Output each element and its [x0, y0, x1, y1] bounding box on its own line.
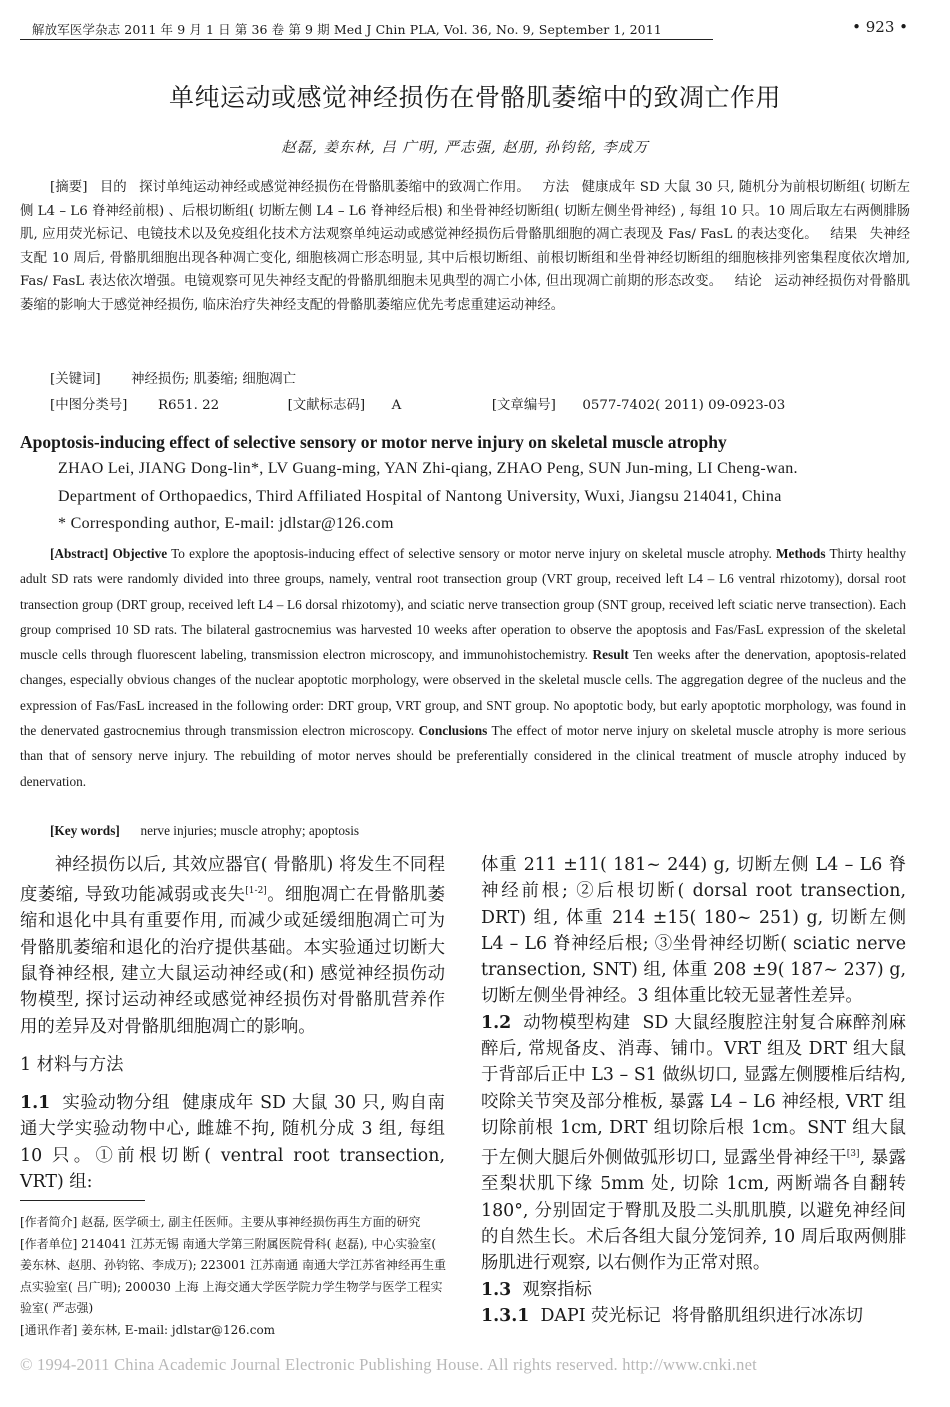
conclusion-label: 结论: [734, 274, 762, 289]
english-title: Apoptosis-inducing effect of selective sensory or motor nerve injury on skeletal muscle atrophy: [20, 432, 727, 452]
intro-citation: [1-2]: [245, 886, 267, 897]
journal-citation: 解放军医学杂志 2011 年 9 月 1 日 第 36 卷 第 9 期 Med J Chin PLA, Vol. 36, No. 9, September 1, 2011: [32, 22, 662, 37]
s131-number: 1.3.1: [481, 1305, 530, 1326]
en-conclusions-label: Conclusions: [418, 723, 488, 739]
s12-text: SD 大鼠经腹腔注射复合麻醉剂麻醉后, 常规备皮、消毒、铺巾。VRT 组及 DRT 组大鼠于背部后正中 L3 – S1 做纵切口, 显露左侧腰椎后结构, 咬除关节突及部分椎板, 暴露 L4 – L6 神经根, VRT 组切除前根 1cm, DRT 组切除后根 1cm。SNT 组大鼠于左侧大腿后外侧做弧形切口, 显露坐骨神经干: [481, 1012, 906, 1169]
body-left-column: [20, 852, 445, 1195]
abstract-label: [摘要]: [50, 180, 88, 195]
results-label: 结果: [830, 227, 858, 242]
english-affiliation: Department of Orthopaedics, Third Affiliated Hospital of Nantong University, Wuxi, Jiangsu 214041, China: [58, 488, 782, 505]
methods-label: 方法: [542, 180, 570, 195]
subsection-1-2: [481, 1010, 906, 1277]
keywords-chinese: [50, 368, 296, 387]
en-methods-text: Thirty healthy adult SD rats were randomly divided into three groups, namely, ventral root transection group (VRT group, received left L4 – L6 ventral rhizotomy), dorsal root transection group (DRT group, received left L4 – L6 dorsal rhizotomy), and sciatic nerve transection group (SNT group, received left sciatic nerve transection). Each group comprised 10 SD rats. The bilateral gastrocnemius was harvested 10 weeks after operation to observe the apoptosis and Fas/FasL expression of the skeletal muscle cells through fluorescent labeling, transmission electron microscopy, and immunohistochemistry.: [20, 546, 906, 663]
keywords-label: [关键词]: [50, 372, 101, 387]
section-heading-1: 1 材料与方法: [20, 1054, 124, 1075]
running-header: [20, 18, 930, 40]
s12-title: 动物模型构建: [523, 1012, 631, 1033]
s12-text-rest: , 暴露至梨状肌下缘 5mm 处, 切除 1cm, 两断端各自翻转 180°, 分别固定于臀肌及股二头肌肌膜, 以避免神经间的自然生长。术后各组大鼠分笼饲养, 10 周后取两侧腓肠肌进行观察, 以右侧作为正常对照。: [481, 1148, 906, 1274]
subsection-1-3: [481, 1277, 906, 1303]
subsection-1-1: [20, 1090, 445, 1195]
corresponding-author: * Corresponding author, E-mail: jdlstar@126.com: [58, 515, 394, 532]
en-methods-label: Methods: [776, 546, 826, 561]
english-authors: ZHAO Lei, JIANG Dong-lin*, LV Guang-ming, YAN Zhi-qiang, ZHAO Peng, SUN Jun-ming, LI Cheng-wan.: [58, 460, 798, 477]
s13-title: 观察指标: [522, 1279, 592, 1300]
footnote-author-bio: [作者简介] 赵磊, 医学硕士, 副主任医师。主要从事神经损伤再生方面的研究: [20, 1215, 421, 1229]
objective-label: 目的: [99, 180, 127, 195]
article-title: 单纯运动或感觉神经损伤在骨骼肌萎缩中的致凋亡作用: [168, 83, 781, 112]
en-results-label: Result: [592, 647, 629, 663]
s131-text: 将骨骼肌组织进行冰冻切: [671, 1305, 864, 1326]
footnote-rule: [20, 1200, 145, 1201]
en-results-text: Ten weeks after the denervation, apoptosis-related changes, especially obvious changes of the nuclear apoptotic morphology, were observed in the skeletal muscle cells. The aggregation degree of the nucleus and the expression of Fas/FasL increased in the following order: DRT group, VRT group, and SNT group. No apoptotic body, but early apoptotic morphology, was found in the denervated gastrocnemius through transmission electron microscopy.: [20, 647, 907, 739]
clc-label: [中图分类号]: [50, 398, 128, 413]
objective-text: 探讨单纯运动神经或感觉神经损伤在骨骼肌萎缩中的致凋亡作用。: [139, 180, 530, 195]
article-number-value: 0577-7402( 2011) 09-0923-03: [582, 398, 786, 413]
body-right-column: [481, 852, 906, 1329]
header-rule: [20, 39, 713, 40]
intro-text-rest: 。细胞凋亡在骨骼肌萎缩和退化中具有重要作用, 而减少或延缓细胞凋亡可为骨骼肌萎缩和退化的治疗提供基础。本实验通过切断大鼠脊神经根, 建立大鼠运动神经或(和) 感觉神经损伤动物模型, 探讨运动神经或感觉神经损伤对骨骼肌营养作用的差异及对骨骼肌细胞凋亡的影响。: [20, 885, 445, 1037]
footnote-affiliations: [作者单位] 214041 江苏无锡 南通大学第三附属医院骨科( 赵磊), 中心实验室( 姜东林、赵朋、孙钧铭、李成万); 223001 江苏南通 南通大学江苏省神经再生重点实验室( 吕广明); 200030 上海 上海交通大学医学院力学生物学与医学工程实验室( 严志强): [20, 1236, 446, 1315]
en-objective-label: Objective: [112, 546, 168, 561]
en-conclusions-text: The effect of motor nerve injury on skeletal muscle atrophy is more serious than that of sensory nerve injury. The rebuilding of motor nerves should be preferentially considered in the clinical treatment of muscle atrophy induced by denervation.: [20, 723, 906, 789]
subsection-1-3-1: [481, 1303, 906, 1329]
clc-value: R651. 22: [157, 398, 220, 413]
doc-code-value: A: [391, 398, 402, 413]
classification-line: [50, 394, 785, 413]
conclusion-text: 运动神经损伤对骨骼肌萎缩的影响大于感觉神经损伤, 临床治疗失神经支配的骨骼肌萎缩应优先考虑重建运动神经。: [20, 274, 910, 313]
footnotes: [20, 1212, 450, 1341]
s12-citation: [3]: [846, 1149, 860, 1160]
s12-number: 1.2: [481, 1012, 512, 1033]
abstract-chinese: [20, 176, 910, 317]
footnote-corresponding: [通讯作者] 姜东林, E-mail: jdlstar@126.com: [20, 1322, 276, 1337]
s131-title: DAPI 荧光标记: [540, 1305, 661, 1326]
results-text: 失神经支配 10 周后, 骨骼肌细胞出现各种凋亡变化, 细胞核凋亡形态明显, 其中后根切断组、前根切断组和坐骨神经切断组的细胞核排列密集程度依次增加, Fas/ FasL 表达依次增强。电镜观察可见失神经支配的骨骼肌细胞未见典型的凋亡小体, 但出现凋亡前期的形态改变。: [20, 227, 911, 289]
s11-text: 健康成年 SD 大鼠 30 只, 购自南通大学实验动物中心, 雌雄不拘, 随机分成 3 组, 每组 10 只。①前根切断( ventral root transection, VRT) 组:: [20, 1093, 445, 1193]
keywords-english: [50, 823, 359, 839]
en-abstract-label: [Abstract]: [50, 546, 109, 561]
s13-number: 1.3: [481, 1279, 512, 1300]
group-description: 体重 211 ±11( 181~ 244) g, 切断左侧 L4 – L6 脊神经前根; ②后根切断( dorsal root transection, DRT) 组, 体重 214 ±15( 180~ 251) g, 切断左侧 L4 – L6 脊神经后根; ③坐骨神经切断( sciatic nerve transection, SNT) 组, 体重 208 ±9( 187~ 237) g, 切断左侧坐骨神经。3 组体重比较无显著性差异。: [481, 855, 906, 1007]
doc-code-label: [文献标志码]: [287, 398, 366, 413]
authors-chinese: 赵磊, 姜东林, 吕 广明, 严志强, 赵朋, 孙钧铭, 李成万: [281, 140, 649, 156]
keywords-text: 神经损伤; 肌萎缩; 细胞凋亡: [131, 372, 296, 387]
s11-title: 实验动物分组: [62, 1093, 171, 1114]
en-objective-text: To explore the apoptosis-inducing effect of selective sensory or motor nerve injury on skeletal muscle atrophy.: [171, 546, 772, 561]
page-number: • 923 •: [852, 18, 908, 36]
copyright-watermark: © 1994-2011 China Academic Journal Electronic Publishing House. All rights reserved. http://www.cnki.net: [20, 1355, 757, 1374]
intro-paragraph: [20, 852, 445, 1040]
en-keywords-text: nerve injuries; muscle atrophy; apoptosis: [140, 823, 360, 838]
s11-number: 1.1: [20, 1093, 51, 1114]
article-number-label: [文章编号]: [491, 398, 556, 413]
intro-text: 神经损伤以后, 其效应器官( 骨骼肌) 将发生不同程度萎缩, 导致功能减弱或丧失: [20, 855, 445, 906]
methods-text: 健康成年 SD 大鼠 30 只, 随机分为前根切断组( 切断左侧 L4 – L6 脊神经前根) 、后根切断组( 切断左侧 L4 – L6 脊神经后根) 和坐骨神经切断组( 切断左侧坐骨神经) , 每组 10 只。10 周后取左右两侧腓肠肌, 应用荧光标记、电镜技术以及免疫组化技术方法观察单纯运动或感觉神经损伤后骨骼肌细胞的凋亡表现及 Fas/ FasL 的表达变化。: [20, 180, 910, 242]
en-keywords-label: [Key words]: [50, 823, 120, 838]
abstract-english: [20, 541, 906, 794]
